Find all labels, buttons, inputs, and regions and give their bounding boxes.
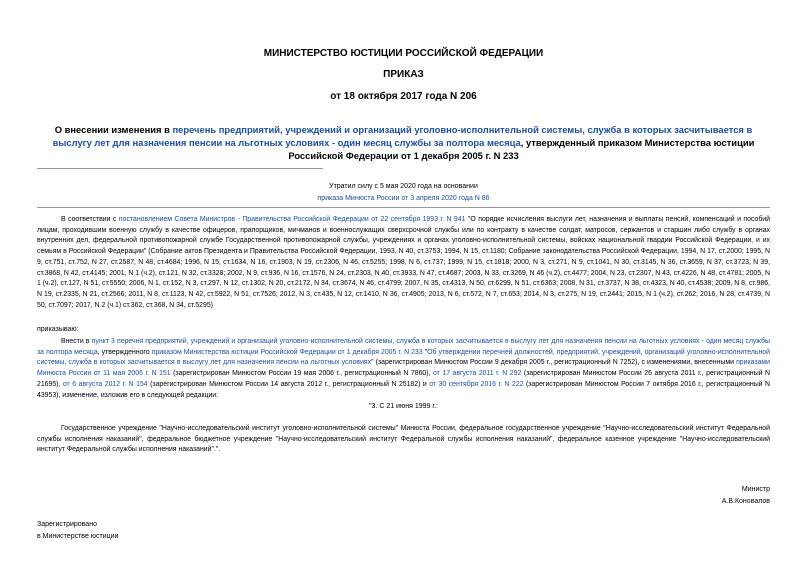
body-text-8: (зарегистрирован Минюстом России 14 августа 2012 г., регистрационный N 25182) и [147, 380, 430, 388]
validity-link[interactable]: приказа Минюста России от 3 апреля 2020 года N 86 [317, 195, 490, 202]
body-text-1: Внести в [61, 338, 92, 345]
title-text-2: , утвержденный приказом Министерства юстиции Российской Федерации от 1 декабря 2005 г. N 233 [288, 137, 755, 161]
validity-text: Утратил силу с 5 мая 2020 года на основании [329, 183, 478, 190]
body-link-list[interactable]: перечня предприятий, учреждений и организаций уголовно-исполнительной системы, служба в которых засчитывается в выслугу лет для назначения пенсии на льготных условиях - один месяц службы за полтора месяца [37, 338, 770, 356]
signature-role: Министр [741, 486, 770, 493]
body-link-item3[interactable]: пункт 3 [91, 338, 115, 345]
body-link-order151[interactable]: приказами Минюста России от 11 мая 2006 г. N 151 [37, 359, 770, 378]
quote-paragraph: Государственное учреждение "Научно-исследовательский институт уголовно-исполнительной системы" Минюста России, федеральное государственное учреждение "Научно-исследовательский институт Федеральной службы исполнения наказаний", федеральное бюджетное учреждение "Научно-исследовательский институт Федеральной службы исполнения наказаний", федеральное казенное учреждение "Научно-исследовательский институт Федеральной службы исполнения наказаний".". [37, 425, 770, 454]
body-text-9: (зарегистрирован Минюстом России 7 октября 2016 г., регистрационный N 43953), изменение, изложив его в следующей редакции: [37, 380, 770, 399]
body-link-order-title[interactable]: Об утверждении перечней должностей, предприятий, учреждений, организаций уголовно-исполнительной системы, служба в которых засчитывается в выслугу лет для назначения пенсии на льготных условиях [37, 348, 770, 367]
body-link-order233[interactable]: приказом Министерства юстиции Российской Федерации от 1 декабря 2005 г. N 233 [151, 348, 423, 356]
document-title [40, 123, 767, 162]
note-divider [37, 207, 770, 208]
title-text-1: О внесении изменения в [54, 124, 173, 135]
signature-name: А.В.Коновалов [721, 498, 770, 505]
doc-type-heading: ПРИКАЗ [383, 69, 424, 80]
registration-line-2: в Министерстве юстиции [37, 533, 119, 540]
orders-line: приказываю: [37, 326, 79, 333]
body-link-order292[interactable]: от 17 августа 2011 г. N 292 [432, 370, 522, 378]
preamble-text-2: "О порядке исчисления выслуги лет, назначения и выплаты пенсий, компенсаций и пособий лицам, проходившим военную службу в качестве офицеров, прапорщиков, мичманов и военнослужащих сверхсрочной службы или по контракту в качестве солдат, матросов, сержантов и старшин либо службу в органах внутренних дел, федеральной противопожарной службе Государственной противопожарной службы, учреждениях и органах уголовно-исполнительной системы, войсках национальной гвардии Российской Федерации, и их семьям в Российской Федерации" (Собрание актов Президента и Правительства Российской Федерации, 1993, N 40, ст.3753; 1994, N 15, ст.1180; Собрание законодательства Российской Федерации, 1994, N 17, ст.2000; 1995, N 9, ст.751, ст.752, N 27, ст.2587, N 48, ст.4684; 1996, N 15, ст.1634, N 16, ст.1903, N 19, ст.2306, N 46, ст.5255; 1998, N 6, ст.737; 1999, N 15, ст.1818; 2000, N 3, ст.271, N 9, ст.1041, N 30, ст.3145, N 36, ст.3659, N 37, ст.3723, N 39, ст.3868, N 42, ст.4145; 2001, N 1 (ч.2), ст.121, N 32, ст.3328; 2002, N 9, ст.936, N 16, ст.1576, N 24, ст.2303, N 40, ст.3933, N 47, ст.4687; 2003, N 33, ст.3269, N 46 (ч.2), ст.4477; 2004, N 23, ст.2307, N 43, ст.4226, N 48, ст.4781; 2005, N 1 (ч.2), ст.127, N 51, ст.5550; 2006, N 1, ст.152, N 3, ст.297, N 12, ст.1302, N 20, ст.2172, N 34, ст.3674, N 46, ст.4799; 2007, N 35, ст.4313, N 50, ст.6299, N 51, ст.6363; 2008, N 31, ст.3737, N 38, ст.4323, N 40, ст.4538; 2009, N 8, ст.986, N 19, ст.2335, N 21, ст.2566; 2011, N 8, ст.1123, N 42, ст.5922, N 51, ст.7526; 2012, N 3, ст.435, N 12, ст.1410, N 36, ст.4905; 2013, N 6, ст.572, N 7, ст.653; 2014, N 3, ст.275, N 19, ст.2441; 2015, N 1 (ч.2), ст.262; 2016, N 28, ст.4739, N 50, ст.7097; 2017, N 2 (ч.1) ст.362, ст.368, N 34, ст.5295) [37, 216, 770, 309]
quote-heading: "3. С 21 июня 1999 г.: [369, 403, 438, 410]
ministry-heading: МИНИСТЕРСТВО ЮСТИЦИИ РОССИЙСКОЙ ФЕДЕРАЦИИ [263, 48, 544, 59]
body-text-7: (зарегистрирован Минюстом России 26 августа 2011 г., регистрационный N 21695), [37, 370, 771, 388]
preamble-paragraph [37, 215, 770, 311]
body-paragraph [37, 337, 770, 401]
title-divider [37, 168, 323, 169]
body-link-order154[interactable]: от 6 августа 2012 г. N 154 [62, 380, 148, 388]
preamble-text-1: В соответствии с [61, 216, 119, 223]
body-text-6: (зарегистрирован Минюстом России 19 мая 2006 г., регистрационный N 7860), [170, 370, 433, 378]
registration-line-1: Зарегистрировано [37, 521, 97, 528]
body-link-order222[interactable]: от 30 сентября 2016 г. N 222 [429, 380, 524, 388]
preamble-link-decree[interactable]: постановлением Совета Министров - Правительства Российской Федерации от 22 сентября 1993 г. N 941 [118, 216, 466, 223]
title-link-list[interactable]: перечень предприятий, учреждений и организаций уголовно-исполнительной системы, служба в которых засчитывается в выслугу лет для назначения пенсии на льготных условиях - один месяц службы за полтора месяца [52, 124, 753, 148]
validity-note [0, 181, 807, 205]
body-text-5: " (зарегистрирован Минюстом России 9 декабря 2005 г., регистрационный N 7252), с изменениями, внесенными [371, 359, 737, 367]
doc-date-number: от 18 октября 2017 года N 206 [330, 91, 477, 102]
body-text-4: " [422, 348, 428, 356]
body-text-3: , утвержденного [97, 348, 152, 356]
